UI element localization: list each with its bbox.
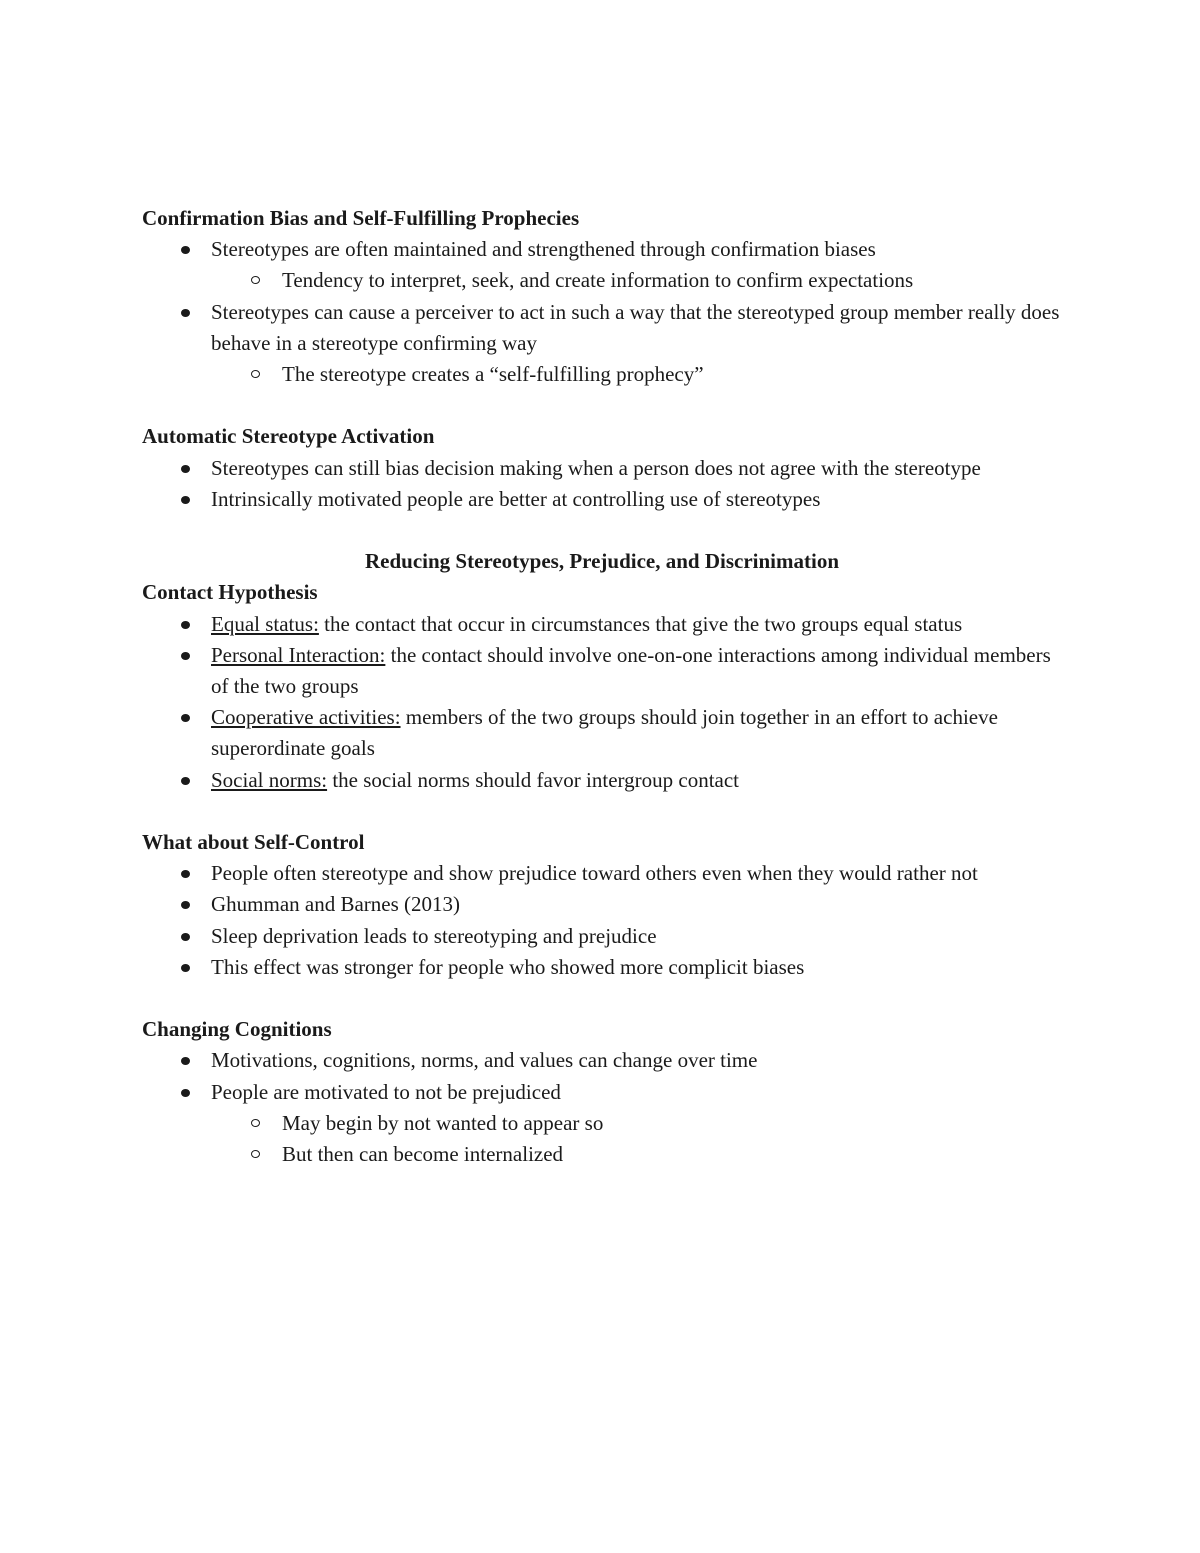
list-item bbox=[142, 297, 1062, 359]
section-heading: What about Self-Control bbox=[142, 830, 365, 855]
spacer bbox=[142, 983, 1062, 1014]
sub-list-item-text: The stereotype creates a “self-fulfilling prophecy” bbox=[282, 362, 704, 387]
sub-list-item bbox=[142, 359, 1062, 390]
hollow-bullet-icon bbox=[251, 1150, 260, 1158]
filled-bullet-icon bbox=[181, 933, 190, 941]
list-item-text: the contact that occur in circumstances that give the two groups equal status bbox=[318, 611, 963, 636]
list-item-text: Stereotypes are often maintained and strengthened through confirmation biases bbox=[211, 237, 876, 262]
list-item-text: Ghumman and Barnes (2013) bbox=[211, 892, 461, 917]
hollow-bullet-icon bbox=[251, 1119, 260, 1127]
bullet-list bbox=[142, 1045, 1062, 1170]
list-item bbox=[142, 765, 1062, 796]
list-item-text: People often stereotype and show prejudice toward others even when they would rather not bbox=[211, 861, 978, 886]
section-heading: Automatic Stereotype Activation bbox=[142, 424, 435, 449]
filled-bullet-icon bbox=[181, 465, 190, 473]
bullet-list bbox=[142, 234, 1062, 390]
spacer bbox=[142, 390, 1062, 421]
term-label: Cooperative activities: bbox=[211, 705, 401, 730]
filled-bullet-icon bbox=[181, 1057, 190, 1065]
filled-bullet-icon bbox=[181, 246, 190, 254]
bullet-list bbox=[142, 609, 1062, 796]
term-label: Equal status: bbox=[211, 611, 319, 636]
sub-list-item bbox=[142, 265, 1062, 296]
filled-bullet-icon bbox=[181, 652, 190, 660]
list-item-text: Motivations, cognitions, norms, and values can change over time bbox=[211, 1048, 758, 1073]
list-item-text: This effect was stronger for people who showed more complicit biases bbox=[211, 954, 805, 979]
list-item bbox=[142, 234, 1062, 265]
bullet-list bbox=[142, 858, 1062, 983]
list-item bbox=[142, 702, 1062, 764]
sub-list-item bbox=[142, 1108, 1062, 1139]
list-item bbox=[142, 921, 1062, 952]
sub-list-item-text: But then can become internalized bbox=[282, 1142, 564, 1167]
filled-bullet-icon bbox=[181, 964, 190, 972]
list-item-text: People are motivated to not be prejudiced bbox=[211, 1079, 561, 1104]
list-item-text: Sleep deprivation leads to stereotyping and prejudice bbox=[211, 923, 657, 948]
document-page bbox=[142, 203, 1062, 1170]
section-heading: Confirmation Bias and Self-Fulfilling Prophecies bbox=[142, 206, 580, 230]
list-item bbox=[142, 858, 1062, 889]
list-item bbox=[142, 640, 1062, 702]
bullet-list bbox=[142, 453, 1062, 515]
sub-list-item-text: Tendency to interpret, seek, and create information to confirm expectations bbox=[282, 268, 914, 293]
filled-bullet-icon bbox=[181, 777, 190, 785]
list-item bbox=[142, 484, 1062, 515]
term-label: Personal Interaction: bbox=[211, 642, 386, 667]
list-item bbox=[142, 1077, 1062, 1108]
filled-bullet-icon bbox=[181, 870, 190, 878]
sub-list-item-text: May begin by not wanted to appear so bbox=[282, 1110, 604, 1135]
list-item bbox=[142, 1045, 1062, 1076]
list-item-text: the social norms should favor intergroup contact bbox=[327, 767, 740, 792]
section-heading: Changing Cognitions bbox=[142, 1017, 332, 1042]
list-item-text: Intrinsically motivated people are better at controlling use of stereotypes bbox=[211, 486, 821, 511]
filled-bullet-icon bbox=[181, 1089, 190, 1097]
list-item-text: members of the two groups should join together in an effort to achieve superordinate goals bbox=[211, 705, 998, 761]
sub-list-item bbox=[142, 1139, 1062, 1170]
filled-bullet-icon bbox=[181, 714, 190, 722]
hollow-bullet-icon bbox=[251, 276, 260, 284]
filled-bullet-icon bbox=[181, 621, 190, 629]
list-item bbox=[142, 609, 1062, 640]
list-item-text: Stereotypes can still bias decision making when a person does not agree with the stereotype bbox=[211, 455, 981, 480]
hollow-bullet-icon bbox=[251, 370, 260, 378]
spacer bbox=[142, 796, 1062, 827]
list-item-text: the contact should involve one-on-one interactions among individual members of the two groups bbox=[211, 642, 1051, 699]
list-item bbox=[142, 952, 1062, 983]
list-item bbox=[142, 889, 1062, 920]
centered-heading: Reducing Stereotypes, Prejudice, and Discrinimation bbox=[364, 549, 840, 574]
list-item-text: Stereotypes can cause a perceiver to act in such a way that the stereotyped group member really does behave in a stereotype confirming way bbox=[211, 299, 1060, 355]
spacer bbox=[142, 515, 1062, 546]
section-heading: Contact Hypothesis bbox=[142, 580, 318, 605]
filled-bullet-icon bbox=[181, 309, 190, 317]
list-item bbox=[142, 453, 1062, 484]
filled-bullet-icon bbox=[181, 496, 190, 504]
filled-bullet-icon bbox=[181, 901, 190, 909]
term-label: Social norms: bbox=[211, 767, 328, 792]
